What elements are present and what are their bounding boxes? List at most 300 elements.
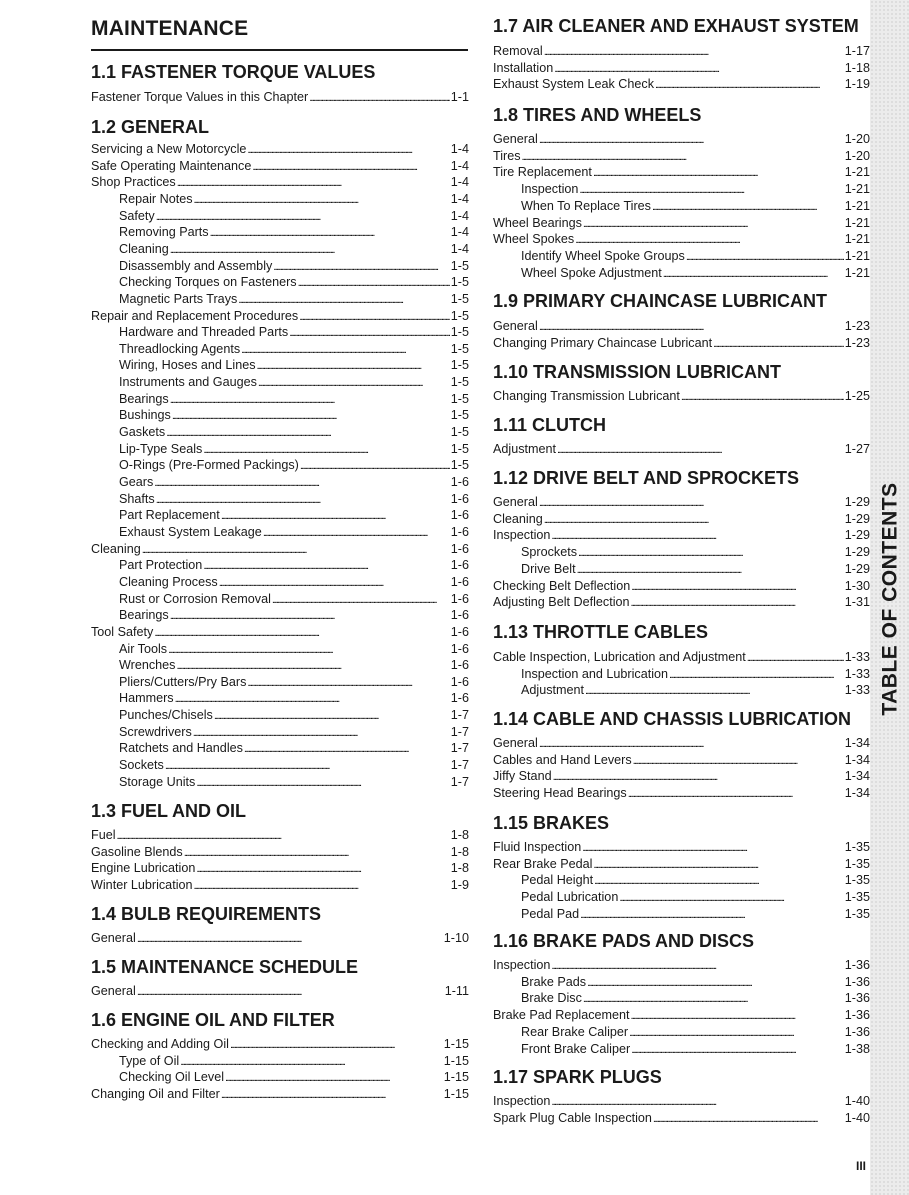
toc-entry-label: General	[91, 931, 136, 945]
section-heading: 1.17 SPARK PLUGS	[493, 1067, 662, 1087]
toc-entry[interactable]	[119, 592, 469, 609]
section-heading: 1.4 BULB REQUIREMENTS	[91, 904, 322, 924]
toc-entry[interactable]	[119, 725, 469, 742]
toc-entry-page: 1-40	[844, 1110, 870, 1125]
toc-entry[interactable]	[119, 741, 469, 758]
toc-entry-label: Cleaning	[493, 511, 543, 526]
toc-entry-label: Screwdrivers	[119, 724, 192, 739]
toc-entry-label: Changing Transmission Lubricant	[493, 389, 680, 403]
dot-leader	[230, 1037, 443, 1051]
dot-leader	[539, 495, 844, 509]
toc-entry[interactable]	[119, 508, 469, 525]
dot-leader	[298, 275, 450, 289]
dot-leader	[203, 442, 449, 456]
toc-entry-label: Jiffy Stand	[493, 769, 552, 784]
toc-entry-page: 1-34	[844, 769, 870, 784]
toc-entry-page: 1-4	[450, 158, 469, 173]
toc-entry[interactable]	[91, 142, 469, 159]
chapter-tab-text: TABLE OF CONTENTS	[879, 482, 903, 716]
dot-leader	[522, 149, 844, 163]
toc-entry[interactable]	[91, 1087, 469, 1104]
toc-entry-page: 1-25	[844, 389, 870, 403]
toc-entry-page: 1-5	[450, 275, 469, 290]
toc-entry-page: 1-7	[450, 724, 469, 739]
toc-entry[interactable]	[493, 232, 870, 249]
toc-entry[interactable]	[493, 1008, 870, 1025]
toc-entry-label: Spark Plug Cable Inspection	[493, 1110, 652, 1125]
page-number: III	[856, 1159, 867, 1173]
toc-entry[interactable]	[91, 984, 469, 1001]
toc-entry-page: 1-6	[450, 558, 469, 573]
toc-entry[interactable]	[521, 975, 870, 992]
toc-entry-label: Tool Safety	[91, 624, 154, 639]
toc-entry[interactable]	[493, 736, 870, 753]
toc-entry-label: Checking Belt Deflection	[493, 578, 631, 593]
toc-entry[interactable]	[521, 873, 870, 890]
toc-entry[interactable]	[119, 358, 469, 375]
toc-entry[interactable]	[493, 857, 870, 874]
dot-leader	[551, 1094, 843, 1108]
toc-entry-label: Identify Wheel Spoke Groups	[521, 248, 685, 263]
toc-entry-label: Part Protection	[119, 558, 203, 573]
toc-entry[interactable]	[119, 658, 469, 675]
toc-entry-label: Gears	[119, 475, 154, 489]
toc-entry[interactable]	[119, 758, 469, 775]
toc-entry-page: 1-5	[450, 375, 469, 390]
dot-leader	[244, 741, 450, 755]
toc-entry[interactable]	[521, 545, 870, 562]
dot-leader	[575, 232, 844, 246]
toc-entry[interactable]	[493, 579, 870, 596]
toc-entry[interactable]	[91, 828, 469, 845]
toc-entry-page: 1-5	[450, 358, 469, 373]
toc-entry-page: 1-5	[450, 341, 469, 356]
dot-leader	[196, 861, 449, 875]
toc-entry-label: Inspection	[493, 958, 551, 972]
dot-leader	[652, 199, 844, 213]
toc-entry-label: Cable Inspection, Lubrication and Adjustment	[493, 650, 746, 664]
toc-entry[interactable]	[91, 159, 469, 176]
toc-entry-page: 1-21	[844, 198, 870, 213]
dot-leader	[551, 958, 843, 972]
toc-entry-label: Wiring, Hoses and Lines	[119, 358, 256, 373]
dot-leader	[193, 725, 450, 739]
dot-leader	[663, 266, 844, 280]
dot-leader	[633, 753, 844, 767]
toc-entry[interactable]	[493, 149, 870, 166]
dot-leader	[583, 216, 844, 230]
toc-entry[interactable]	[521, 199, 870, 216]
toc-entry[interactable]	[119, 325, 469, 342]
dot-leader	[655, 77, 844, 91]
dot-leader	[653, 1111, 844, 1125]
dot-leader	[170, 242, 450, 256]
dot-leader	[585, 683, 844, 697]
toc-entry[interactable]	[493, 1111, 870, 1128]
toc-entry-page: 1-6	[450, 658, 469, 673]
dot-leader	[258, 375, 450, 389]
toc-entry-page: 1-7	[450, 774, 469, 789]
toc-entry[interactable]	[521, 562, 870, 579]
toc-entry-label: Ratchets and Handles	[119, 741, 243, 756]
dot-leader	[272, 592, 450, 606]
dot-leader	[142, 542, 450, 556]
toc-entry-label: Front Brake Caliper	[521, 1041, 631, 1056]
title-divider	[91, 49, 468, 51]
toc-entry[interactable]	[521, 266, 870, 283]
toc-entry-label: O-Rings (Pre-Formed Packings)	[119, 458, 299, 473]
toc-entry-page: 1-9	[450, 877, 469, 892]
dot-leader	[579, 182, 843, 196]
toc-entry[interactable]	[119, 242, 469, 259]
toc-entry-label: Pedal Lubrication	[521, 890, 619, 905]
toc-entry-page: 1-36	[844, 1024, 870, 1039]
toc-entry-page: 1-4	[450, 175, 469, 190]
toc-entry-label: Brake Pads	[521, 974, 587, 989]
toc-entry-page: 1-23	[844, 335, 870, 350]
toc-entry-page: 1-35	[844, 856, 870, 871]
toc-entry[interactable]	[521, 1025, 870, 1042]
toc-entry[interactable]	[493, 61, 870, 78]
dot-leader	[194, 878, 450, 892]
toc-entry-label: General	[493, 736, 538, 750]
section-heading: 1.14 CABLE AND CHASSIS LUBRICATION	[493, 709, 852, 729]
toc-entry[interactable]	[521, 667, 870, 684]
dot-leader	[154, 625, 449, 639]
dot-leader	[309, 90, 450, 104]
toc-entry[interactable]	[493, 442, 870, 459]
toc-entry-label: Steering Head Bearings	[493, 786, 627, 801]
toc-entry[interactable]	[119, 225, 469, 242]
toc-entry[interactable]	[493, 595, 870, 612]
toc-entry[interactable]	[493, 528, 870, 545]
toc-entry-label: Lip-Type Seals	[119, 441, 203, 456]
toc-entry[interactable]	[119, 608, 469, 625]
toc-entry[interactable]	[493, 495, 870, 512]
toc-entry-page: 1-6	[450, 591, 469, 606]
toc-entry-page: 1-5	[450, 291, 469, 306]
toc-entry-label: Adjustment	[521, 683, 584, 698]
toc-entry[interactable]	[91, 878, 469, 895]
toc-entry[interactable]	[493, 769, 870, 786]
dot-leader	[225, 1070, 443, 1084]
toc-entry-label: Air Tools	[119, 641, 168, 656]
toc-entry[interactable]	[521, 1042, 870, 1059]
toc-entry[interactable]	[119, 392, 469, 409]
toc-entry-label: Removing Parts	[119, 225, 209, 240]
toc-entry[interactable]	[91, 1037, 469, 1054]
toc-entry[interactable]	[493, 389, 870, 406]
toc-entry[interactable]	[493, 786, 870, 803]
dot-leader	[165, 758, 450, 772]
toc-entry-label: Safety	[119, 208, 155, 223]
toc-entry[interactable]	[119, 492, 469, 509]
toc-entry-page: 1-5	[450, 408, 469, 423]
toc-entry-page: 1-35	[844, 873, 870, 888]
toc-entry-label: Wheel Spokes	[493, 232, 575, 247]
toc-entry[interactable]	[119, 458, 469, 475]
dot-leader	[175, 691, 450, 705]
toc-entry[interactable]	[119, 475, 469, 492]
toc-entry-label: Sockets	[119, 758, 164, 773]
section-heading: 1.2 GENERAL	[91, 117, 210, 137]
dot-leader	[551, 528, 843, 542]
toc-entry[interactable]	[119, 675, 469, 692]
toc-entry-label: Checking and Adding Oil	[91, 1037, 229, 1051]
dot-leader	[554, 61, 844, 75]
toc-entry[interactable]	[91, 90, 469, 107]
toc-entry-page: 1-4	[450, 142, 469, 156]
dot-leader	[247, 142, 449, 156]
toc-entry[interactable]	[493, 336, 870, 353]
toc-entry[interactable]	[119, 1054, 469, 1071]
toc-entry-page: 1-6	[450, 475, 469, 489]
toc-entry[interactable]	[91, 845, 469, 862]
toc-entry-label: Threadlocking Agents	[119, 341, 241, 356]
toc-entry-page: 1-33	[844, 683, 870, 698]
toc-entry[interactable]	[119, 525, 469, 542]
dot-leader	[631, 579, 844, 593]
page-title: MAINTENANCE	[91, 17, 249, 40]
toc-entry-label: Instruments and Gauges	[119, 375, 257, 390]
toc-entry[interactable]	[493, 77, 870, 94]
toc-entry-label: General	[91, 984, 136, 998]
toc-entry[interactable]	[119, 209, 469, 226]
toc-entry-page: 1-6	[450, 524, 469, 539]
toc-entry[interactable]	[119, 192, 469, 209]
section-heading: 1.7 AIR CLEANER AND EXHAUST SYSTEM	[493, 16, 859, 36]
section-heading: 1.6 ENGINE OIL AND FILTER	[91, 1010, 335, 1030]
toc-entry[interactable]	[521, 683, 870, 700]
toc-entry-label: General	[493, 319, 538, 333]
toc-entry-label: Brake Disc	[521, 991, 582, 1006]
toc-entry-page: 1-6	[450, 608, 469, 623]
toc-entry-label: Fuel	[91, 828, 116, 842]
toc-entry-page: 1-20	[844, 148, 870, 163]
toc-entry[interactable]	[119, 292, 469, 309]
toc-entry[interactable]	[91, 175, 469, 192]
toc-entry[interactable]	[119, 425, 469, 442]
toc-entry[interactable]	[521, 991, 870, 1008]
dot-leader	[263, 525, 450, 539]
dot-leader	[156, 492, 450, 506]
toc-entry-label: Repair and Replacement Procedures	[91, 308, 299, 323]
toc-entry-label: Cleaning Process	[119, 574, 218, 589]
toc-entry[interactable]	[493, 132, 870, 149]
toc-entry[interactable]	[119, 575, 469, 592]
toc-entry-label: Gaskets	[119, 425, 166, 440]
dot-leader	[172, 408, 450, 422]
dot-leader	[681, 389, 844, 403]
toc-entry-label: Pliers/Cutters/Pry Bars	[119, 674, 247, 689]
toc-entry-label: Inspection	[521, 182, 579, 197]
dot-leader	[194, 192, 450, 206]
toc-entry-label: Checking Oil Level	[119, 1070, 224, 1085]
toc-entry[interactable]	[91, 542, 469, 559]
toc-entry-page: 1-29	[844, 511, 870, 526]
toc-entry[interactable]	[493, 958, 870, 975]
toc-entry-label: Inspection	[493, 528, 551, 543]
section-heading: 1.9 PRIMARY CHAINCASE LUBRICANT	[493, 291, 828, 311]
toc-entry-page: 1-7	[450, 758, 469, 773]
toc-entry-page: 1-21	[844, 232, 870, 247]
dot-leader	[117, 828, 450, 842]
toc-entry-label: Checking Torques on Fasteners	[119, 275, 297, 290]
toc-entry-page: 1-5	[450, 391, 469, 406]
toc-entry-label: Pedal Pad	[521, 906, 580, 921]
dot-leader	[539, 319, 844, 333]
dot-leader	[247, 675, 449, 689]
toc-entry[interactable]	[119, 375, 469, 392]
dot-leader	[593, 165, 844, 179]
toc-entry-page: 1-36	[844, 991, 870, 1006]
dot-leader	[300, 458, 450, 472]
toc-entry-page: 1-7	[450, 741, 469, 756]
toc-entry-page: 1-36	[844, 958, 870, 972]
dot-leader	[210, 225, 450, 239]
toc-entry-page: 1-4	[450, 191, 469, 206]
toc-entry[interactable]	[493, 44, 870, 61]
toc-entry[interactable]	[119, 259, 469, 276]
toc-entry-page: 1-6	[450, 691, 469, 706]
dot-leader	[582, 840, 844, 854]
toc-entry-label: Cleaning	[119, 241, 169, 256]
toc-entry[interactable]	[521, 890, 870, 907]
toc-entry[interactable]	[521, 182, 870, 199]
dot-leader	[241, 342, 450, 356]
dot-leader	[170, 392, 450, 406]
toc-entry[interactable]	[119, 691, 469, 708]
dot-leader	[628, 786, 844, 800]
dot-leader	[203, 558, 449, 572]
toc-entry-label: Hammers	[119, 691, 174, 706]
toc-entry[interactable]	[493, 840, 870, 857]
toc-entry-label: Sprockets	[521, 545, 577, 560]
toc-entry[interactable]	[119, 558, 469, 575]
toc-entry-page: 1-21	[844, 215, 870, 230]
toc-entry-label: Winter Lubrication	[91, 877, 193, 892]
toc-entry[interactable]	[119, 442, 469, 459]
toc-entry-label: Tires	[493, 148, 521, 163]
toc-entry-label: Shop Practices	[91, 175, 176, 190]
toc-entry-label: Inspection	[493, 1094, 551, 1108]
toc-entry-page: 1-21	[844, 265, 870, 280]
toc-entry[interactable]	[119, 275, 469, 292]
dot-leader	[539, 132, 844, 146]
toc-entry-page: 1-8	[450, 844, 469, 859]
toc-entry-page: 1-4	[450, 208, 469, 223]
dot-leader	[221, 508, 450, 522]
section-heading: 1.1 FASTENER TORQUE VALUES	[91, 62, 376, 82]
toc-entry[interactable]	[119, 342, 469, 359]
dot-leader	[238, 292, 450, 306]
dot-leader	[219, 575, 450, 589]
dot-leader	[273, 259, 450, 273]
toc-entry-label: Pedal Height	[521, 873, 594, 888]
toc-entry[interactable]	[119, 708, 469, 725]
toc-entry-page: 1-4	[450, 241, 469, 256]
toc-entry-label: Type of Oil	[119, 1053, 180, 1068]
toc-entry-label: General	[493, 495, 538, 509]
toc-entry[interactable]	[119, 1070, 469, 1087]
toc-entry-page: 1-19	[844, 77, 870, 92]
toc-entry[interactable]	[91, 931, 469, 948]
toc-entry-label: Removal	[493, 44, 543, 58]
toc-entry-page: 1-5	[450, 441, 469, 456]
toc-entry[interactable]	[493, 650, 870, 667]
section-heading: 1.3 FUEL AND OIL	[91, 801, 247, 821]
toc-entry-page: 1-29	[844, 561, 870, 576]
dot-leader	[184, 845, 450, 859]
section-heading: 1.5 MAINTENANCE SCHEDULE	[91, 957, 359, 977]
toc-entry-page: 1-21	[844, 182, 870, 197]
toc-entry-label: Changing Primary Chaincase Lubricant	[493, 335, 713, 350]
toc-entry-page: 1-5	[450, 458, 469, 473]
toc-entry[interactable]	[91, 309, 469, 326]
toc-entry-label: Bushings	[119, 408, 171, 423]
toc-entry-label: Disassembly and Assembly	[119, 258, 273, 273]
dot-leader	[154, 475, 450, 489]
dot-leader	[137, 931, 443, 945]
toc-entry[interactable]	[521, 249, 870, 266]
toc-entry-label: Fluid Inspection	[493, 840, 582, 854]
toc-entry-label: Cleaning	[91, 541, 141, 556]
toc-entry-page: 1-6	[450, 641, 469, 656]
toc-entry-label: Changing Oil and Filter	[91, 1086, 220, 1101]
toc-entry-page: 1-18	[844, 60, 870, 75]
toc-entry-label: Wrenches	[119, 658, 176, 673]
section-heading: 1.8 TIRES AND WHEELS	[493, 105, 702, 125]
toc-entry-page: 1-15	[443, 1086, 469, 1101]
toc-entry[interactable]	[119, 642, 469, 659]
dot-leader	[176, 658, 449, 672]
toc-entry[interactable]	[119, 408, 469, 425]
toc-entry-page: 1-34	[844, 752, 870, 767]
toc-entry-label: Drive Belt	[521, 561, 576, 576]
dot-leader	[170, 608, 450, 622]
toc-entry-label: Safe Operating Maintenance	[91, 158, 252, 173]
dot-leader	[713, 336, 844, 350]
dot-leader	[544, 512, 844, 526]
toc-entry-page: 1-29	[844, 528, 870, 543]
toc-entry[interactable]	[493, 319, 870, 336]
toc-entry-label: Exhaust System Leak Check	[493, 77, 654, 92]
toc-entry[interactable]	[493, 165, 870, 182]
toc-entry[interactable]	[521, 907, 870, 924]
toc-entry[interactable]	[91, 861, 469, 878]
toc-entry-page: 1-15	[443, 1037, 469, 1051]
toc-entry[interactable]	[493, 1094, 870, 1111]
toc-entry[interactable]	[493, 216, 870, 233]
dot-leader	[252, 159, 449, 173]
toc-entry-page: 1-35	[844, 906, 870, 921]
toc-entry-page: 1-34	[844, 736, 870, 750]
toc-entry-label: Rear Brake Caliper	[521, 1024, 629, 1039]
toc-entry[interactable]	[91, 625, 469, 642]
toc-entry-label: Installation	[493, 60, 554, 75]
toc-entry-page: 1-34	[844, 786, 870, 801]
toc-entry-page: 1-29	[844, 495, 870, 509]
toc-entry[interactable]	[119, 775, 469, 792]
toc-entry-page: 1-6	[450, 491, 469, 506]
dot-leader	[539, 736, 844, 750]
toc-entry-page: 1-38	[844, 1041, 870, 1056]
dot-leader	[578, 545, 844, 559]
toc-entry[interactable]	[493, 512, 870, 529]
toc-entry[interactable]	[493, 753, 870, 770]
toc-entry-label: Wheel Spoke Adjustment	[521, 265, 662, 280]
dot-leader	[631, 1008, 844, 1022]
